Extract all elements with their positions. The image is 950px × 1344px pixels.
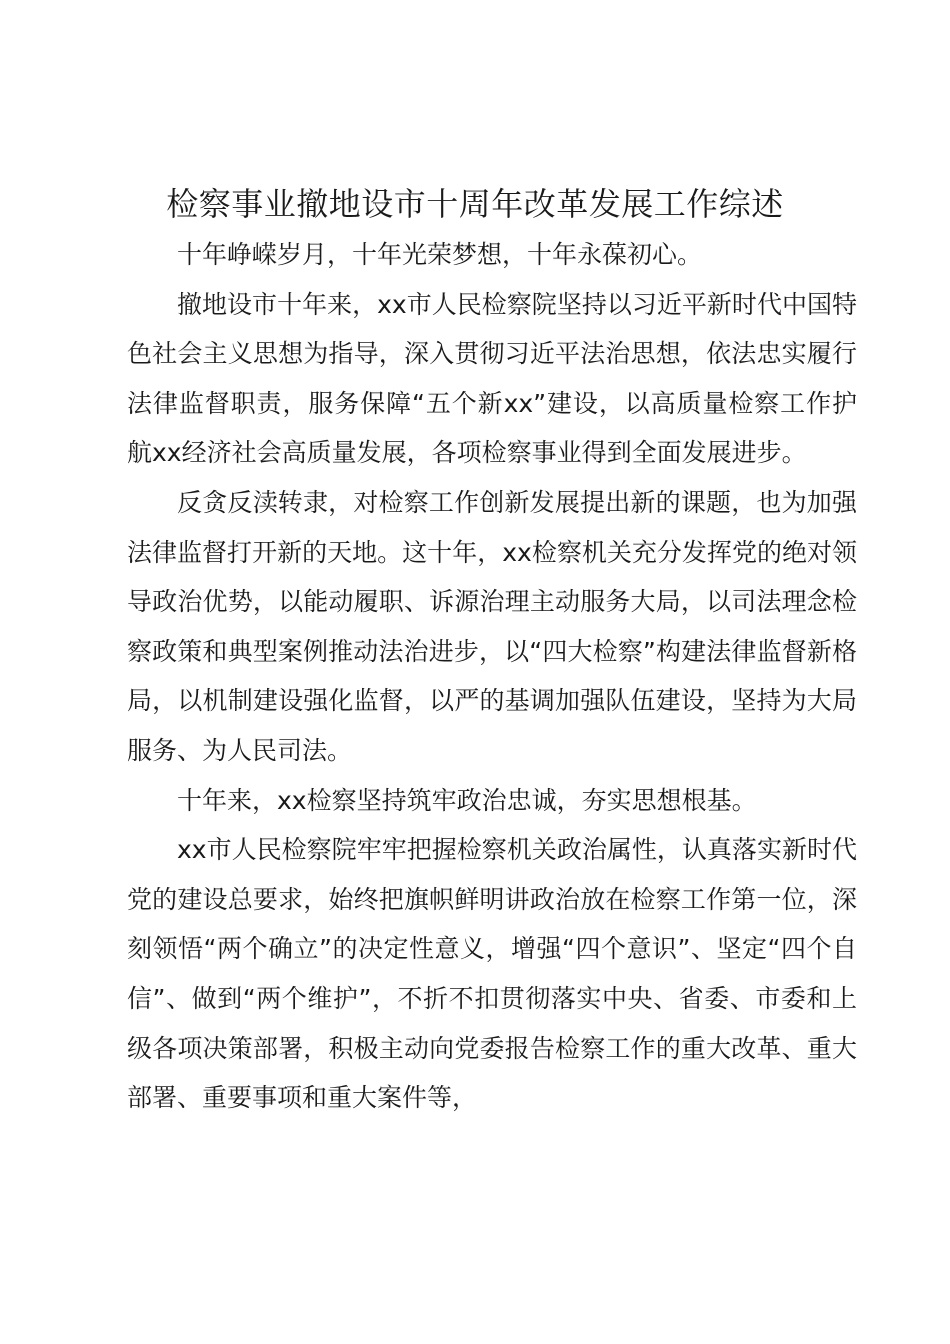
paragraph-5: xx市人民检察院牢牢把握检察机关政治属性，认真落实新时代党的建设总要求，始终把旗帜鲜明讲政治放在检察工作第一位，深刻领悟“两个确立”的决定性意义，增强“四个意识”、坚定“四个自信”、做到“两个维护”，不折不扣贯彻落实中央、省委、市委和上级各项决策部署，积极主动向党委报告检察工作的重大改革、重大部署、重要事项和重大案件等， (127, 835, 857, 1113)
paragraph-4: 十年来，xx检察坚持筑牢政治忠诚，夯实思想根基。 (177, 785, 757, 815)
document-body (127, 230, 857, 1123)
paragraph-1: 十年峥嵘岁月，十年光荣梦想，十年永葆初心。 (177, 240, 703, 269)
paragraph-2: 撤地设市十年来，xx市人民检察院坚持以习近平新时代中国特色社会主义思想为指导，深入贯彻习近平法治思想，依法忠实履行法律监督职责，服务保障“五个新xx”建设，以高质量检察工作护航xx经济社会高质量发展，各项检察事业得到全面发展进步。 (127, 289, 857, 468)
document-title: 检察事业撤地设市十周年改革发展工作综述 (166, 185, 784, 223)
paragraph-3: 反贪反渎转隶，对检察工作创新发展提出新的课题，也为加强法律监督打开新的天地。这十年，xx检察机关充分发挥党的绝对领导政治优势，以能动履职、诉源治理主动服务大局，以司法理念检察政策和典型案例推动法治进步，以“四大检察”构建法律监督新格局，以机制建设强化监督，以严的基调加强队伍建设，坚持为大局服务、为人民司法。 (127, 487, 857, 765)
